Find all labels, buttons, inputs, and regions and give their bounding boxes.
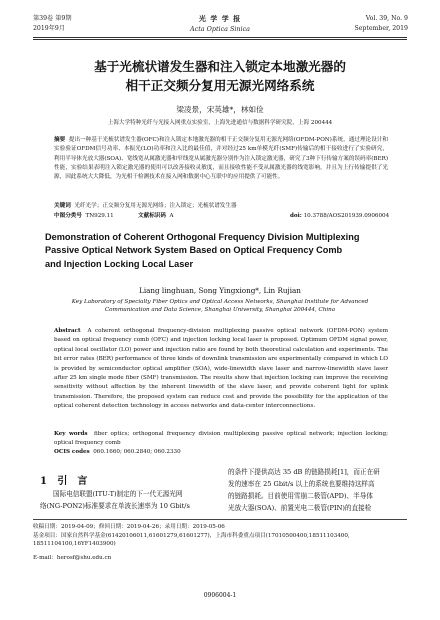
abstract-cn bbox=[54, 136, 388, 182]
keywords-cn bbox=[54, 203, 388, 210]
clc-value: TN929.11 bbox=[85, 213, 114, 219]
abstract-cn-label: 摘要 bbox=[54, 137, 66, 143]
right-col-line3: 的链路损耗。目前使用雪崩二极管(APD)、半导体 bbox=[228, 492, 373, 500]
footnote-received: 收稿日期：2019-04-09；修回日期：2019-04-26；录用日期：2019-05-06 bbox=[33, 524, 225, 530]
doc-code-label: 文献标识码 bbox=[138, 213, 166, 219]
footnote bbox=[33, 523, 413, 562]
classification-cn bbox=[54, 213, 114, 220]
ocis-text: 060.1660; 060.2840; 060.2330 bbox=[93, 449, 181, 455]
right-col-line1: 的条件下提供高达 35 dB 的链路损耗[1]，而正在研 bbox=[228, 468, 380, 476]
title-cn-line2: 相干正交频分复用无源光网络系统 bbox=[125, 78, 315, 93]
page-number: 0906004-1 bbox=[203, 592, 237, 599]
doc-code-value: A bbox=[169, 213, 174, 219]
affiliation-en-line2: Communication and Data Science, Shanghai University, Shanghai 200444, China bbox=[104, 307, 336, 313]
abstract-en-label: Abstract bbox=[54, 328, 81, 334]
clc-label: 中图分类号 bbox=[54, 213, 82, 219]
header-rule-top bbox=[33, 37, 407, 38]
keywords-cn-text: 光纤光学；正交频分复用无源光网络；注入锁定；光梳状谱发生器 bbox=[74, 203, 237, 209]
header-volume-en-text: Vol. 39, No. 9 bbox=[365, 15, 408, 22]
doi-label: doi: bbox=[290, 213, 302, 219]
footnote-email: E-mail：herosf@shu.edu.cn bbox=[33, 554, 112, 561]
footnote-funding-2: 18511104100,16YF1403900) bbox=[33, 541, 116, 548]
authors-cn: 梁凌景，宋英雄*，林如俭 bbox=[176, 105, 264, 114]
header-date-cn-text: 2019年9月 bbox=[33, 25, 66, 32]
header-journal-en: Acta Optica Sinica bbox=[190, 25, 250, 33]
right-col-line4: 光放大器(SOA)、前置光电二极管(PIN)的直接检 bbox=[228, 504, 372, 512]
title-en-line1: Demonstration of Coherent Orthogonal Frequency Division Multiplexing bbox=[45, 232, 360, 242]
keywords-en-label: Key words bbox=[54, 431, 88, 437]
title-cn-line1: 基于光梳状谱发生器和注入锁定本地激光器的 bbox=[94, 59, 346, 74]
header-volume-en bbox=[355, 14, 408, 34]
title-en bbox=[45, 231, 395, 271]
footnote-rule bbox=[33, 519, 407, 520]
doi bbox=[290, 213, 389, 220]
title-en-line3: and Injection Locking Local Laser bbox=[45, 258, 194, 269]
abstract-en-text: A coherent orthogonal frequency-division multiplexing passive optical network (OFDM-PON) system based on optical frequency comb (OFC) and injection locking local laser is proposed. Optimum OFDM signal power, optical local oscillator (LO) power and injection ratio are found by both theoretical calculation and experiments. The bit error rates (BER) performance of three kinds of downlink transmission are experimentally compared in which LO is provided by semiconductor optical amplifier (SOA), wide-linewidth slave laser and narrow-linewidth slave laser after 25 km single mode fiber (SMF) transmission. The results show that injection locking can improve the receiving sensitivity without affection by the inherent linewidth of the slave laser, and provide coherent light for uplink transmission. Therefore, the proposed system can reduce cost and provide the possibility for the application of the optical coherent detection technology in access networks and data-center interconnections. bbox=[54, 328, 389, 410]
left-col-line2: 络(NG-PON2)标准要求在单波长速率为 10 Gbit/s bbox=[40, 502, 190, 510]
abstract-cn-text: 提出一种基于光梳状谱发生器(OFC)和注入锁定本地激光器的相干正交频分复用无源光网络(OFDM-PON)系统，通过理论设计和实验验证OFDM信号功率、本振光(LO)功率和注入比的最佳值，并对经过25 km单模光纤(SMF)传输后的相干接收进行了实验研究，利用半导体光放大器(SOA)、宽线宽从属激光器和窄线宽从属激光器分别作为注入锁定激光器，研究了3种下行传输方案的误码率(BER)性能，实验结果表明注入锁定激光器的使用可以改善接收灵敏度，而且接收性能不受从属激光器的线宽影响，并且为上行传输提供了光源，因此系统大大降低，为光相干检测技术在接入网和数据中心互联中的应用提供了可能性。 bbox=[54, 137, 388, 181]
ocis bbox=[54, 449, 181, 456]
header-rule-bottom bbox=[33, 39, 407, 40]
abstract-en bbox=[54, 327, 388, 412]
left-column-paragraph bbox=[40, 488, 215, 512]
left-col-line1: 国际电信联盟(ITU-T)制定的下一代无源光网 bbox=[53, 490, 183, 498]
authors-en: Liang linghuan, Song Yingxiong*, Lin Rujian bbox=[139, 286, 301, 295]
keywords-cn-label: 关键词 bbox=[54, 203, 71, 209]
ocis-label: OCIS codes bbox=[54, 449, 90, 455]
section-1-title: 引 言 bbox=[57, 476, 88, 487]
right-column-paragraph bbox=[228, 466, 412, 514]
header-journal-cn: 光 学 学 报 bbox=[198, 14, 242, 23]
affiliation-en-line1: Key Laboratory of Specialty Fiber Optics and Optical Access Networks, Shanghai Institute for Advanced bbox=[71, 299, 369, 305]
header-volume-cn-text: 第39卷 第9期 bbox=[33, 15, 72, 22]
affiliation-cn: 上海大学特种光纤与光接入网重点实验室，上海先进通信与数据科学研究院，上海 200444 bbox=[107, 120, 333, 126]
footnote-funding-1: 基金项目：国家自然科学基金(61420106011,61601279,61601277)，上海市科委重点项目(17010500400,18511103400, bbox=[33, 532, 350, 539]
doi-value: 10.3788/AOS201939.0906004 bbox=[303, 213, 390, 219]
keywords-en-text: fiber optics; orthogonal frequency division multiplexing passive optical network; injection locking; optical frequency comb bbox=[54, 431, 388, 447]
doc-code bbox=[138, 213, 174, 220]
header-date-en-text: September, 2019 bbox=[354, 25, 408, 32]
keywords-en bbox=[54, 430, 388, 449]
section-1-number: 1 bbox=[40, 476, 47, 487]
right-col-line2: 发的速率在 25 Gbit/s 以上的系统也要维持这样高 bbox=[228, 480, 375, 488]
section-1-heading bbox=[40, 472, 87, 487]
title-en-line2: Passive Optical Network System Based on Optical Frequency Comb bbox=[45, 245, 343, 256]
